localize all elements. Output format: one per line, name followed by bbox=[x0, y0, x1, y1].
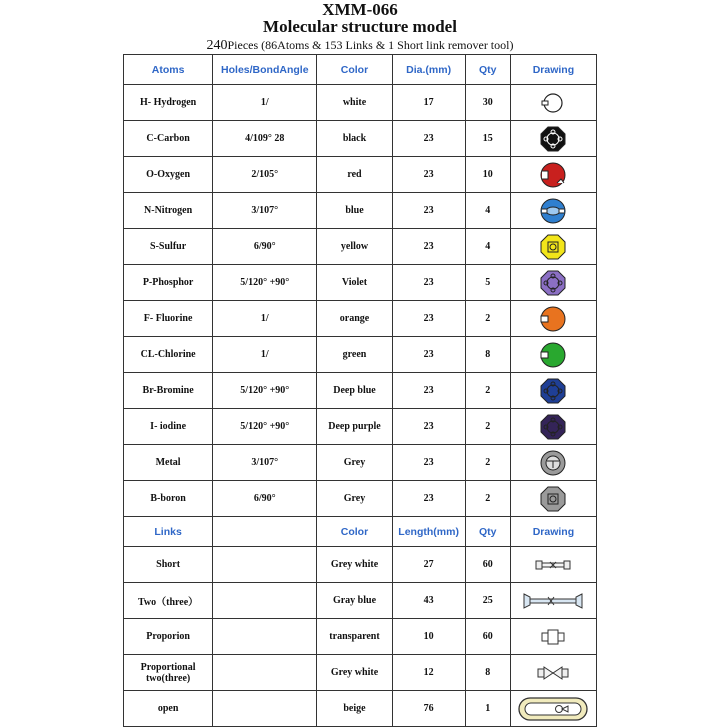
atom-row bbox=[124, 445, 597, 481]
atom-dia: 23 bbox=[392, 265, 465, 301]
atom-qty: 4 bbox=[465, 193, 510, 229]
pieces-summary bbox=[0, 38, 720, 53]
atom-color: green bbox=[317, 337, 392, 373]
link-qty: 60 bbox=[465, 547, 510, 583]
link-length: 12 bbox=[392, 655, 465, 691]
fluorine-drawing bbox=[510, 301, 596, 337]
link-color: Grey white bbox=[317, 655, 392, 691]
atom-holes: 1/ bbox=[213, 85, 317, 121]
atom-color: Deep blue bbox=[317, 373, 392, 409]
atom-holes: 1/ bbox=[213, 337, 317, 373]
header-links: Links bbox=[124, 517, 213, 547]
header-holes: Holes/BondAngle bbox=[213, 55, 317, 85]
link-length: 76 bbox=[392, 691, 465, 727]
link-blank bbox=[213, 583, 317, 619]
oxygen-drawing bbox=[510, 157, 596, 193]
atom-qty: 2 bbox=[465, 481, 510, 517]
atom-color: Grey bbox=[317, 445, 392, 481]
sulfur-drawing bbox=[510, 229, 596, 265]
atom-color: blue bbox=[317, 193, 392, 229]
iodine-drawing bbox=[510, 409, 596, 445]
carbon-drawing bbox=[510, 121, 596, 157]
link-row bbox=[124, 655, 597, 691]
atom-qty: 15 bbox=[465, 121, 510, 157]
atom-holes: 1/ bbox=[213, 301, 317, 337]
model-name: Molecular structure model bbox=[263, 17, 457, 36]
atom-dia: 23 bbox=[392, 445, 465, 481]
atom-name: Metal bbox=[124, 445, 213, 481]
atom-dia: 23 bbox=[392, 481, 465, 517]
atom-color: red bbox=[317, 157, 392, 193]
atom-color: Grey bbox=[317, 481, 392, 517]
atom-color: Violet bbox=[317, 265, 392, 301]
atom-row bbox=[124, 229, 597, 265]
link-color: Gray blue bbox=[317, 583, 392, 619]
pieces-count: 240 bbox=[206, 38, 228, 53]
atom-holes: 3/107° bbox=[213, 193, 317, 229]
proportional-link-drawing bbox=[510, 655, 596, 691]
atoms-header-row bbox=[124, 55, 597, 85]
header-blank bbox=[213, 517, 317, 547]
header-drawing: Drawing bbox=[510, 55, 596, 85]
atom-holes: 4/109° 28 bbox=[213, 121, 317, 157]
atom-holes: 5/120° +90° bbox=[213, 373, 317, 409]
link-qty: 60 bbox=[465, 619, 510, 655]
link-row bbox=[124, 583, 597, 619]
link-name: Two（three） bbox=[124, 583, 213, 619]
atom-dia: 23 bbox=[392, 157, 465, 193]
atom-row bbox=[124, 193, 597, 229]
link-name: Proportional two(three) bbox=[124, 655, 213, 691]
atom-holes: 6/90° bbox=[213, 481, 317, 517]
atom-dia: 17 bbox=[392, 85, 465, 121]
bromine-drawing bbox=[510, 373, 596, 409]
atom-holes: 6/90° bbox=[213, 229, 317, 265]
atom-name: CL-Chlorine bbox=[124, 337, 213, 373]
parts-table bbox=[123, 54, 597, 727]
atom-name: F- Fluorine bbox=[124, 301, 213, 337]
header-length: Length(mm) bbox=[392, 517, 465, 547]
link-row bbox=[124, 691, 597, 727]
link-qty: 1 bbox=[465, 691, 510, 727]
atom-dia: 23 bbox=[392, 373, 465, 409]
link-color: Grey white bbox=[317, 547, 392, 583]
atom-color: yellow bbox=[317, 229, 392, 265]
nitrogen-drawing bbox=[510, 193, 596, 229]
atom-row bbox=[124, 265, 597, 301]
atom-color: orange bbox=[317, 301, 392, 337]
link-row bbox=[124, 547, 597, 583]
atom-name: N-Nitrogen bbox=[124, 193, 213, 229]
link-blank bbox=[213, 547, 317, 583]
atom-qty: 5 bbox=[465, 265, 510, 301]
metal-drawing bbox=[510, 445, 596, 481]
atom-qty: 2 bbox=[465, 301, 510, 337]
links-header-row bbox=[124, 517, 597, 547]
atom-row bbox=[124, 373, 597, 409]
phosphor-drawing bbox=[510, 265, 596, 301]
link-blank bbox=[213, 655, 317, 691]
atom-holes: 5/120° +90° bbox=[213, 409, 317, 445]
proporion-link-drawing bbox=[510, 619, 596, 655]
hydrogen-drawing bbox=[510, 85, 596, 121]
open-tool-drawing bbox=[510, 691, 596, 727]
two-three-link-drawing bbox=[510, 583, 596, 619]
link-length: 27 bbox=[392, 547, 465, 583]
atom-holes: 5/120° +90° bbox=[213, 265, 317, 301]
atom-dia: 23 bbox=[392, 193, 465, 229]
atom-name: O-Oxygen bbox=[124, 157, 213, 193]
link-qty: 25 bbox=[465, 583, 510, 619]
atom-holes: 2/105° bbox=[213, 157, 317, 193]
atom-dia: 23 bbox=[392, 409, 465, 445]
link-name: Proporion bbox=[124, 619, 213, 655]
boron-drawing bbox=[510, 481, 596, 517]
link-length: 43 bbox=[392, 583, 465, 619]
chlorine-drawing bbox=[510, 337, 596, 373]
atom-qty: 4 bbox=[465, 229, 510, 265]
atom-row bbox=[124, 409, 597, 445]
pieces-text: Pieces (86Atoms & 153 Links & 1 Short link remover tool) bbox=[227, 38, 514, 52]
atom-qty: 30 bbox=[465, 85, 510, 121]
atom-dia: 23 bbox=[392, 301, 465, 337]
atom-dia: 23 bbox=[392, 121, 465, 157]
atom-qty: 2 bbox=[465, 445, 510, 481]
header-atoms: Atoms bbox=[124, 55, 213, 85]
atom-color: black bbox=[317, 121, 392, 157]
atom-name: H- Hydrogen bbox=[124, 85, 213, 121]
atom-holes: 3/107° bbox=[213, 445, 317, 481]
atom-name: I- iodine bbox=[124, 409, 213, 445]
header-link-color: Color bbox=[317, 517, 392, 547]
atom-qty: 10 bbox=[465, 157, 510, 193]
atom-color: white bbox=[317, 85, 392, 121]
atom-dia: 23 bbox=[392, 337, 465, 373]
link-blank bbox=[213, 619, 317, 655]
atom-row bbox=[124, 157, 597, 193]
link-name: open bbox=[124, 691, 213, 727]
header-qty: Qty bbox=[465, 55, 510, 85]
link-row bbox=[124, 619, 597, 655]
atom-row bbox=[124, 85, 597, 121]
link-length: 10 bbox=[392, 619, 465, 655]
atom-name: Br-Bromine bbox=[124, 373, 213, 409]
atom-row bbox=[124, 337, 597, 373]
atom-name: S-Sulfur bbox=[124, 229, 213, 265]
atom-name: P-Phosphor bbox=[124, 265, 213, 301]
atom-qty: 8 bbox=[465, 337, 510, 373]
header-color: Color bbox=[317, 55, 392, 85]
atom-dia: 23 bbox=[392, 229, 465, 265]
atom-row bbox=[124, 121, 597, 157]
atom-row bbox=[124, 481, 597, 517]
header-link-drawing: Drawing bbox=[510, 517, 596, 547]
atom-row bbox=[124, 301, 597, 337]
atom-name: B-boron bbox=[124, 481, 213, 517]
link-blank bbox=[213, 691, 317, 727]
atom-qty: 2 bbox=[465, 373, 510, 409]
link-color: beige bbox=[317, 691, 392, 727]
header-link-qty: Qty bbox=[465, 517, 510, 547]
atom-name: C-Carbon bbox=[124, 121, 213, 157]
model-code: XMM-066 bbox=[322, 0, 398, 19]
link-name: Short bbox=[124, 547, 213, 583]
link-qty: 8 bbox=[465, 655, 510, 691]
link-color: transparent bbox=[317, 619, 392, 655]
header-dia: Dia.(mm) bbox=[392, 55, 465, 85]
atom-qty: 2 bbox=[465, 409, 510, 445]
atom-color: Deep purple bbox=[317, 409, 392, 445]
short-link-drawing bbox=[510, 547, 596, 583]
